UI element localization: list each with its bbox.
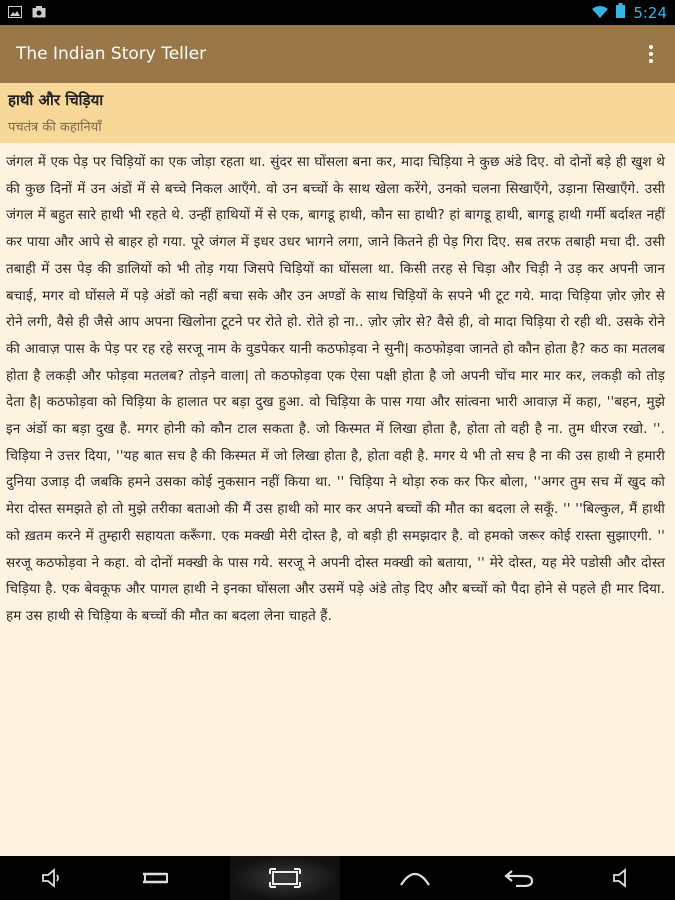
recents-icon[interactable]	[385, 856, 445, 900]
story-title: हाथी और चिड़िया	[8, 91, 104, 109]
navigation-bar	[0, 856, 675, 900]
status-time: 5:24	[633, 3, 667, 22]
status-system	[592, 3, 667, 22]
volume-up-icon[interactable]	[593, 856, 653, 900]
volume-down-icon[interactable]	[22, 856, 82, 900]
back-icon[interactable]	[126, 856, 186, 900]
app-title: The Indian Story Teller	[16, 44, 207, 64]
status-bar	[0, 0, 675, 25]
story-category: पचतंत्र की कहानियाँ	[8, 120, 102, 135]
story-body[interactable]	[0, 143, 675, 856]
return-icon[interactable]	[489, 856, 549, 900]
app-bar	[0, 25, 675, 83]
camera-icon	[32, 3, 46, 22]
home-icon[interactable]	[230, 856, 340, 900]
story-text: जंगल में एक पेड़ पर चिड़ियों का एक जोड़ा रहता था. सुंदर सा घोंसला बना कर, मादा चिड़िया ने कुछ अंडे दिए. वो दोनों बड़े ही खुश थे की कुछ दिनों में उन अंडों में से बच्चे निकल आएँगे. वो उन बच्चों के साथ खेला करेंगे, उनको चलना सिखाएँगे, उड़ाना सिखाएँगे. उसी जंगल में बहुत सारे हाथी भी रहते थे. उन्हीं हाथियों में से एक, बागडू हाथी, कौन सा हाथी? हां बागडू हाथी, बागडू हाथी गर्मी बर्दाश्त नहीं कर पाया और आपे से बाहर हो गया. पूरे जंगल में इधर उधर भागने लगा, जाने कितने ही पेड़ गिरा दिए. सब तरफ तबाही मचा दी. उसी तबाही में उस पेड़ की डालियों को भी तोड़ गया जिसपे चिड़ियों का घोंसला था. किसी तरह से चिड़ा और चिड़ी ने उड़ कर अपनी जान बचाई, मगर वो घोंसले में पड़े अंडों को नहीं बचा सके और उन अण्डों के साथ चिड़ियों के सपने भी टूट गये. मादा चिड़िया ज़ोर ज़ोर से रोने लगी, वैसे ही जैसे आप अपना खिलोना टूटने पर रोते हो. रोते हो ना.. ज़ोर ज़ोर से? वैसे ही, वो मादा चिड़िया रो रही थी. उसके रोने की आवाज़ पास के पेड़ पर रह रहे सरजू नाम के वुडपेकर यानी कठफोड़वा ने सुनी| कठफोड़वा जानते हो कौन होता है? कठ का मतलब होता है लकड़ी और फोड़वा मतलब? तोड़ने वाला| तो कठफोड़वा एक ऐसा पक्षी होता है जो अपनी चोंच मार मार कर, लकड़ी को तोड़ देता है| कठफोड़वा को चिड़िया के हालात पर बड़ा दुख हुआ. वो चिड़िया के पास गया और सांत्वना भारी आवाज़ में कहा, ''बहन, मुझे इन अंडों का बड़ा दुख है. मगर होनी को कौन टाल सकता है. जो किस्मत में लिखा होता है, होता तो वही है ना. तुम धीरज रखो. ''. चिड़िया ने उत्तर दिया, ''यह बात सच है की किस्मत में जो लिखा होता है, होता वही है. मगर ये भी तो सच है ना की उस हाथी ने हमारी दुनिया उजाड़ दी जबकि हमने उसका कोई नुकसान नहीं किया था. '' चिड़िया ने थोड़ा रुक कर फिर बोला, ''अगर तुम सच में खुद को मेरा दोस्त समझते हो तो मुझे तरीका बताओ की मैं उस हाथी को मार कर अपने बच्चों की मौत का बदला ले सकूँ. '' ''बिल्कुल, मैं हाथी को ख़तम करने में तुम्हारी सहायता करूँगा. एक मक्खी मेरी दोस्त है, वो बड़ी ही समझदार है. वो हमको जरूर कोई रास्ता सुझाएगी. '' सरजू कठफोड़वा ने कहा. वो दोनों मक्खी के पास गये. सरजू ने अपनी दोस्त मक्खी को बताया, '' मेरे दोस्त, यह मेरे पडोसी और दोस्त चिड़िया है. एक बेवकूफ और पागल हाथी ने इनका घोंसला और उसमें पड़े अंडे तोड़ दिए और बच्चों को पैदा होने से पहले ही मार दिया. हम उस हाथी से चिड़िया के बच्चों की मौत का बदला लेना चाहते हैं.	[6, 154, 665, 624]
wifi-icon	[592, 3, 608, 22]
battery-icon	[616, 3, 625, 22]
overflow-menu-icon[interactable]	[643, 37, 659, 71]
gallery-icon	[8, 3, 22, 22]
story-header	[0, 83, 675, 143]
status-notifications	[8, 3, 46, 22]
